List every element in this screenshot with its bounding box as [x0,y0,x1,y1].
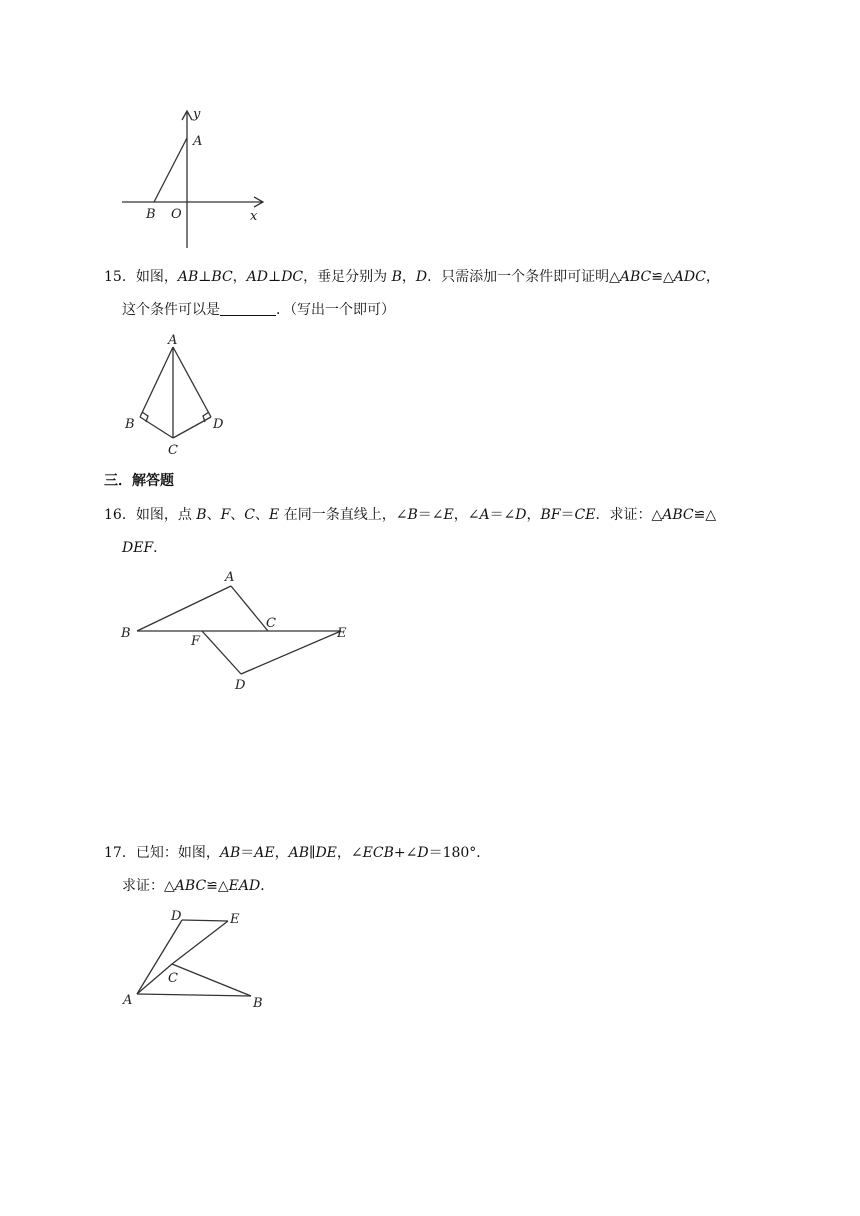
label-a: A [168,333,178,348]
label-a: A [193,134,203,149]
label-x: x [250,209,258,224]
segment-cb [172,964,251,996]
segment-ab [137,994,251,996]
segment-ec [172,921,228,964]
label-a: A [225,570,235,585]
label-a: A [123,993,133,1008]
section-heading: 三．解答题 [104,473,174,489]
label-b: B [146,207,156,222]
segment-ab [154,138,187,202]
segment-ab [140,347,173,417]
q16-line1: 16．如图，点 B、F、C、E 在同一条直线上，∠B＝∠E，∠A＝∠D，BF＝CE．求证：△ABC≌△ [104,507,717,523]
segment-de [182,920,228,921]
label-e: E [337,626,347,641]
label-c: C [266,616,276,631]
label-e: E [230,912,240,927]
label-b: B [125,417,135,432]
label-c: C [168,971,178,986]
segment-fd [202,631,241,674]
label-d: D [171,909,182,924]
q15-number: 15． [104,269,136,285]
label-d: D [213,417,224,432]
q16-number: 16． [104,507,136,523]
q17-line2: 求证：△ABC≌△EAD． [122,878,275,894]
answer-blank[interactable] [220,301,276,316]
segment-bc [140,417,173,438]
segment-ac [231,586,268,631]
segment-ac [137,964,172,994]
q15-line2: 这个条件可以是 ．（写出一个即可） [122,302,395,318]
segment-dc [173,417,211,438]
label-y: y [193,107,201,122]
coordinate-figure [110,100,280,250]
label-o: O [171,207,182,222]
segment-ba [137,586,231,631]
label-b: B [121,626,131,641]
q16-line2: DEF． [122,540,168,556]
q16-figure [115,565,365,695]
label-b: B [253,996,263,1011]
label-f: F [191,634,201,649]
q15-line1: 15．如图，AB⊥BC，AD⊥DC，垂足分别为 B，D．只需添加一个条件即可证明△ABC≌△ADC， [104,269,720,285]
q17-figure [115,900,275,1015]
segment-ad [173,347,211,417]
q17-number: 17． [104,845,136,861]
q17-line1: 17．已知：如图，AB＝AE，AB∥DE，∠ECB+∠D＝180°． [104,845,491,861]
kite-figure [115,330,235,460]
label-d: D [235,678,246,693]
label-c: C [168,443,178,458]
segment-de [241,631,341,674]
